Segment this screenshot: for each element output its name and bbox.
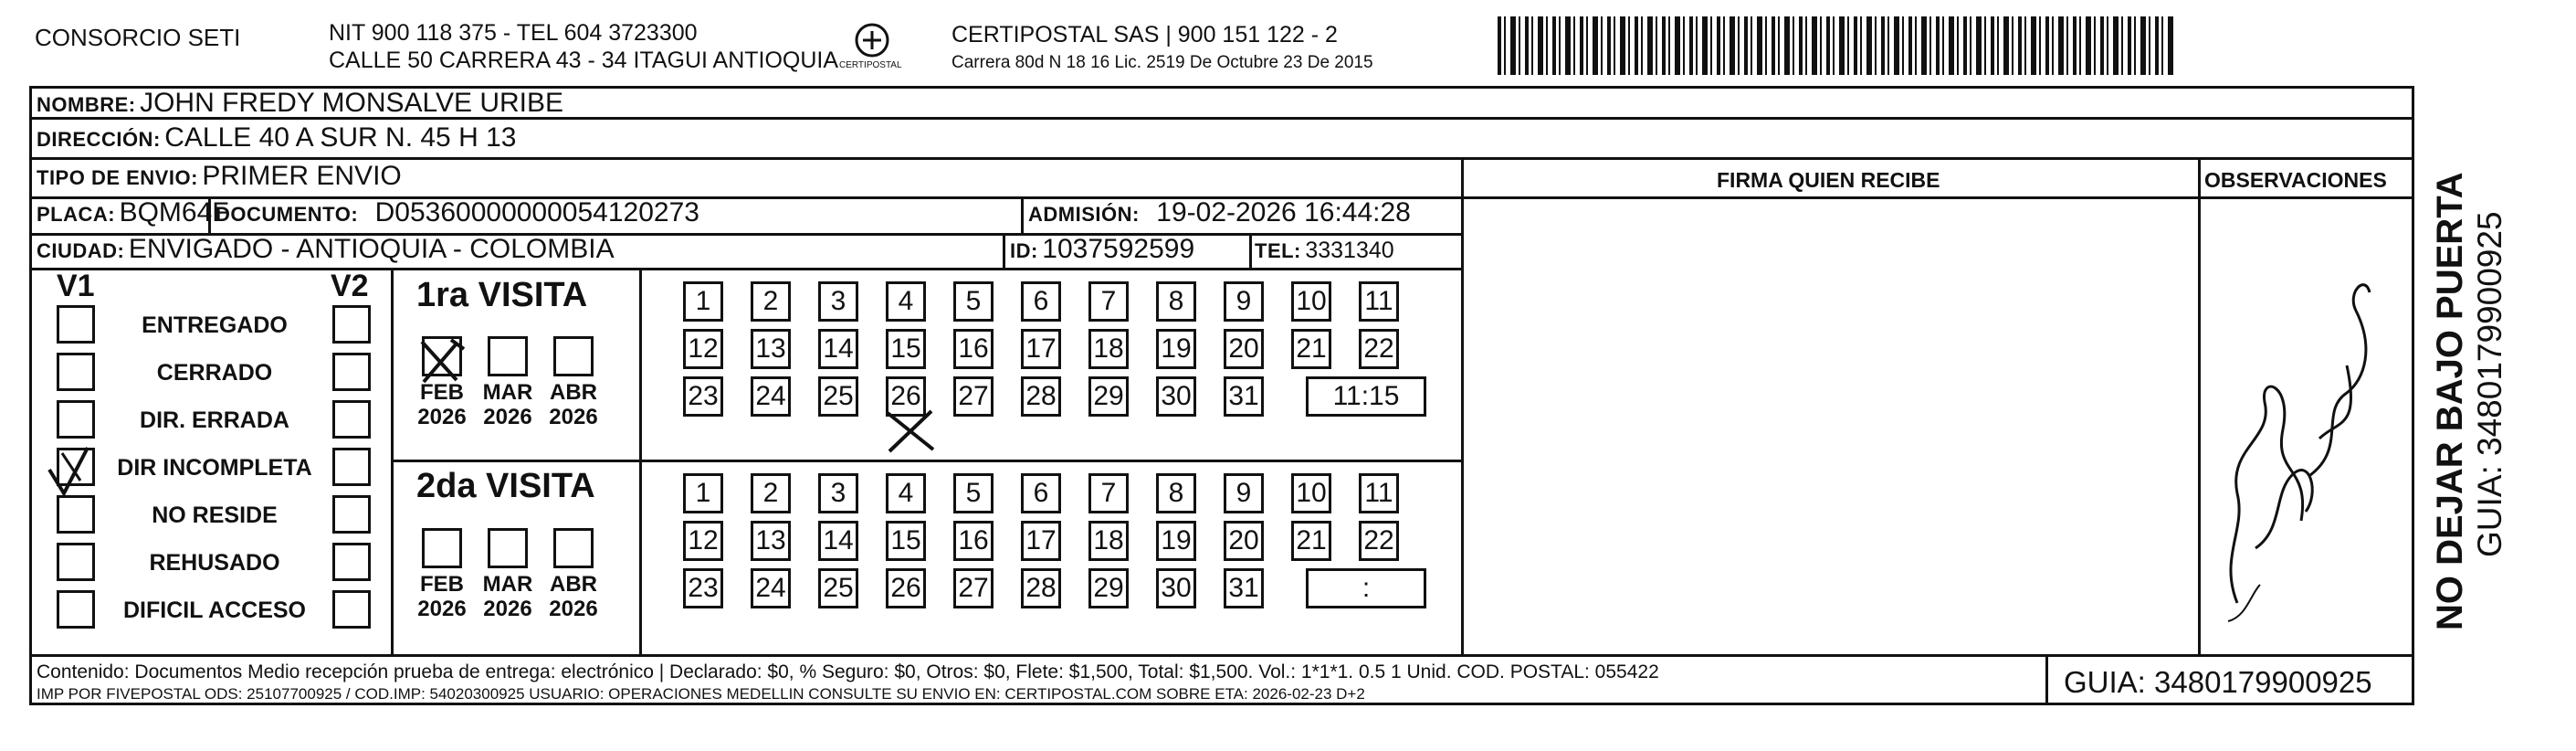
checkmark-v1-dir-incompleta [44, 444, 108, 499]
second-visit-day[interactable]: 18 [1088, 521, 1129, 561]
v2-checkbox[interactable] [332, 305, 371, 344]
v1-checkbox[interactable] [57, 353, 95, 391]
first-visit-month-label [410, 380, 474, 429]
second-visit-month-label [476, 572, 540, 621]
first-visit-day[interactable]: 15 [886, 329, 926, 369]
direccion-value: CALLE 40 A SUR N. 45 H 13 [164, 122, 517, 153]
signature [2210, 256, 2383, 640]
month-year: 2026 [417, 597, 467, 621]
first-visit-day[interactable]: 29 [1088, 376, 1129, 417]
v2-checkbox[interactable] [332, 400, 371, 439]
first-visit-day[interactable]: 22 [1359, 329, 1399, 369]
second-visit-day[interactable]: 11 [1359, 473, 1399, 513]
second-visit-month-box[interactable] [488, 528, 528, 568]
admision-value: 19-02-2026 16:44:28 [1156, 197, 1411, 227]
first-visit-day[interactable]: 1 [683, 281, 723, 322]
v1-checkbox[interactable] [57, 590, 95, 629]
direccion-row [37, 122, 516, 153]
month-year: 2026 [417, 405, 467, 429]
first-visit-month-label [476, 380, 540, 429]
first-visit-day[interactable]: 24 [751, 376, 791, 417]
v1-checkbox[interactable] [57, 543, 95, 581]
first-visit-day[interactable]: 16 [953, 329, 994, 369]
second-visit-day[interactable]: 27 [953, 568, 994, 608]
first-visit-day[interactable]: 20 [1224, 329, 1264, 369]
second-visit-day[interactable]: 4 [886, 473, 926, 513]
second-visit-day[interactable]: 16 [953, 521, 994, 561]
admision-row [1028, 197, 1411, 228]
second-visit-day[interactable]: 28 [1021, 568, 1061, 608]
certipostal-id: CERTIPOSTAL SAS | 900 151 122 - 2 [952, 22, 1338, 48]
firma-label: FIRMA QUIEN RECIBE [1717, 168, 1940, 192]
second-visit-day[interactable]: 15 [886, 521, 926, 561]
tipo-label: TIPO DE ENVIO: [37, 166, 198, 189]
month-name: MAR [482, 572, 533, 597]
status-label: DIR INCOMPLETA [117, 455, 312, 481]
ciudad-label: CIUDAD: [37, 239, 125, 262]
checkmark-feb [416, 336, 471, 387]
month-name: FEB [420, 572, 464, 597]
nombre-label-text: NOMBRE: [37, 93, 136, 116]
first-visit-day[interactable]: 17 [1021, 329, 1061, 369]
second-visit-day[interactable]: 20 [1224, 521, 1264, 561]
admision-label: ADMISIÓN: [1028, 203, 1140, 226]
second-visit-day[interactable]: 31 [1224, 568, 1264, 608]
first-visit-day[interactable]: 23 [683, 376, 723, 417]
documento-value: D05360000000054120273 [374, 197, 699, 227]
first-visit-day[interactable]: 10 [1291, 281, 1331, 322]
second-visit-day[interactable]: 25 [818, 568, 858, 608]
placa-row [37, 197, 229, 228]
footer-content-line: Contenido: Documentos Medio recepción prueba de entrega: electrónico | Declarado: $0, % Seguro: $0, Otros: $0, Flete: $1,500, Total: $1,500. Vol.: 1*1*1. 0.5 1 Unid. COD. POSTAL: 055422 [37, 661, 1659, 682]
first-visit-day[interactable]: 4 [886, 281, 926, 322]
side-guia: GUIA: 3480179900925 [2471, 211, 2508, 557]
first-visit-day[interactable]: 19 [1156, 329, 1196, 369]
tel-value: 3331340 [1305, 238, 1394, 263]
first-visit-day[interactable]: 3 [818, 281, 858, 322]
id-label: ID: [1010, 239, 1038, 262]
first-visit-title: 1ra VISITA [416, 276, 588, 314]
second-visit-day[interactable]: 21 [1291, 521, 1331, 561]
first-visit-day[interactable]: 12 [683, 329, 723, 369]
tipo-row [37, 161, 402, 192]
v2-checkbox[interactable] [332, 590, 371, 629]
second-visit-day[interactable]: 12 [683, 521, 723, 561]
footer-guia: GUIA: 3480179900925 [2064, 665, 2372, 699]
month-year: 2026 [483, 597, 532, 621]
company-address: CALLE 50 CARRERA 43 - 34 ITAGUI ANTIOQUIA [329, 48, 839, 73]
id-value: 1037592599 [1042, 234, 1195, 264]
first-visit-day[interactable]: 9 [1224, 281, 1264, 322]
placa-value: BQM64F [119, 197, 229, 227]
tipo-value: PRIMER ENVIO [202, 161, 402, 191]
v2-checkbox[interactable] [332, 495, 371, 534]
first-visit-day[interactable]: 5 [953, 281, 994, 322]
first-visit-day[interactable]: 25 [818, 376, 858, 417]
observaciones-label: OBSERVACIONES [2204, 168, 2387, 192]
second-visit-day[interactable]: 1 [683, 473, 723, 513]
month-name: MAR [482, 380, 533, 405]
v1-checkbox[interactable] [57, 495, 95, 534]
second-visit-day[interactable]: 29 [1088, 568, 1129, 608]
crossout-day-26 [884, 406, 939, 457]
tel-label: TEL: [1255, 239, 1301, 262]
status-label: CERRADO [156, 360, 273, 386]
second-visit-day[interactable]: 14 [818, 521, 858, 561]
status-label: DIR. ERRADA [140, 407, 289, 433]
status-label: DIFICIL ACCESO [122, 598, 306, 623]
documento-label: DOCUMENTO: [216, 203, 359, 226]
first-visit-day[interactable]: 14 [818, 329, 858, 369]
side-warning: NO DEJAR BAJO PUERTA [2430, 172, 2470, 630]
v2-checkbox[interactable] [332, 353, 371, 391]
id-row [1010, 234, 1194, 265]
barcode [1498, 16, 2173, 75]
second-visit-day[interactable]: 8 [1156, 473, 1196, 513]
first-visit-month-box[interactable] [488, 336, 528, 376]
first-visit-time[interactable]: 11:15 [1306, 376, 1426, 417]
first-visit-month-box[interactable] [553, 336, 594, 376]
first-visit-day[interactable]: 28 [1021, 376, 1061, 417]
direccion-label: DIRECCIÓN: [37, 128, 161, 151]
second-visit-month-label [541, 572, 605, 621]
second-visit-day[interactable]: 30 [1156, 568, 1196, 608]
second-visit-day[interactable]: 17 [1021, 521, 1061, 561]
second-visit-day[interactable]: 19 [1156, 521, 1196, 561]
tel-row [1255, 238, 1394, 264]
second-visit-day[interactable]: 6 [1021, 473, 1061, 513]
first-visit-day[interactable]: 8 [1156, 281, 1196, 322]
second-visit-day[interactable]: 24 [751, 568, 791, 608]
first-visit-day[interactable]: 13 [751, 329, 791, 369]
certipostal-license: Carrera 80d N 18 16 Lic. 2519 De Octubre 23 De 2015 [952, 53, 1373, 72]
company-name: CONSORCIO SETI [35, 24, 241, 51]
certipostal-logo [836, 20, 909, 75]
v2-checkbox[interactable] [332, 448, 371, 486]
month-name: ABR [550, 572, 597, 597]
status-label: ENTREGADO [142, 312, 288, 338]
first-visit-day[interactable]: 18 [1088, 329, 1129, 369]
first-visit-month-label [541, 380, 605, 429]
first-visit-day[interactable]: 21 [1291, 329, 1331, 369]
second-visit-month-box[interactable] [553, 528, 594, 568]
second-visit-day[interactable]: 10 [1291, 473, 1331, 513]
ciudad-row [37, 234, 615, 265]
second-visit-day[interactable]: 13 [751, 521, 791, 561]
nombre-label [37, 88, 563, 119]
documento-row [216, 197, 699, 228]
placa-label: PLACA: [37, 203, 116, 226]
second-visit-month-box[interactable] [422, 528, 462, 568]
second-visit-day[interactable]: 9 [1224, 473, 1264, 513]
logo-text: CERTIPOSTAL [839, 60, 902, 70]
nombre-value: JOHN FREDY MONSALVE URIBE [140, 88, 564, 118]
second-visit-month-label [410, 572, 474, 621]
ciudad-value: ENVIGADO - ANTIOQUIA - COLOMBIA [128, 234, 615, 264]
first-visit-day[interactable]: 30 [1156, 376, 1196, 417]
footer-print-line: IMP POR FIVEPOSTAL ODS: 25107700925 / COD.IMP: 54020300925 USUARIO: OPERACIONES MEDELLIN CONSULTE SU ENVIO EN: CERTIPOSTAL.COM SOBRE ETA: 2026-02-23 D+2 [37, 685, 1365, 703]
first-visit-day[interactable]: 7 [1088, 281, 1129, 322]
second-visit-day[interactable]: 22 [1359, 521, 1399, 561]
v2-label: V2 [331, 269, 369, 303]
v1-label: V1 [57, 269, 95, 303]
second-visit-day[interactable]: 3 [818, 473, 858, 513]
second-visit-time[interactable]: : [1306, 568, 1426, 608]
first-visit-day[interactable]: 6 [1021, 281, 1061, 322]
month-year: 2026 [549, 597, 598, 621]
first-visit-day[interactable]: 26 [886, 376, 926, 417]
second-visit-day[interactable]: 7 [1088, 473, 1129, 513]
second-visit-day[interactable]: 23 [683, 568, 723, 608]
month-year: 2026 [483, 405, 532, 429]
first-visit-day[interactable]: 31 [1224, 376, 1264, 417]
v2-checkbox[interactable] [332, 543, 371, 581]
second-visit-day[interactable]: 2 [751, 473, 791, 513]
v1-checkbox[interactable] [57, 305, 95, 344]
month-name: FEB [420, 380, 464, 405]
first-visit-day[interactable]: 11 [1359, 281, 1399, 322]
second-visit-day[interactable]: 26 [886, 568, 926, 608]
v1-checkbox[interactable] [57, 400, 95, 439]
month-year: 2026 [549, 405, 598, 429]
first-visit-day[interactable]: 2 [751, 281, 791, 322]
second-visit-day[interactable]: 5 [953, 473, 994, 513]
second-visit-title: 2da VISITA [416, 467, 595, 505]
company-nit: NIT 900 118 375 - TEL 604 3723300 [329, 20, 698, 46]
first-visit-day[interactable]: 27 [953, 376, 994, 417]
status-label: REHUSADO [149, 550, 280, 576]
status-label: NO RESIDE [152, 502, 278, 528]
month-name: ABR [550, 380, 597, 405]
